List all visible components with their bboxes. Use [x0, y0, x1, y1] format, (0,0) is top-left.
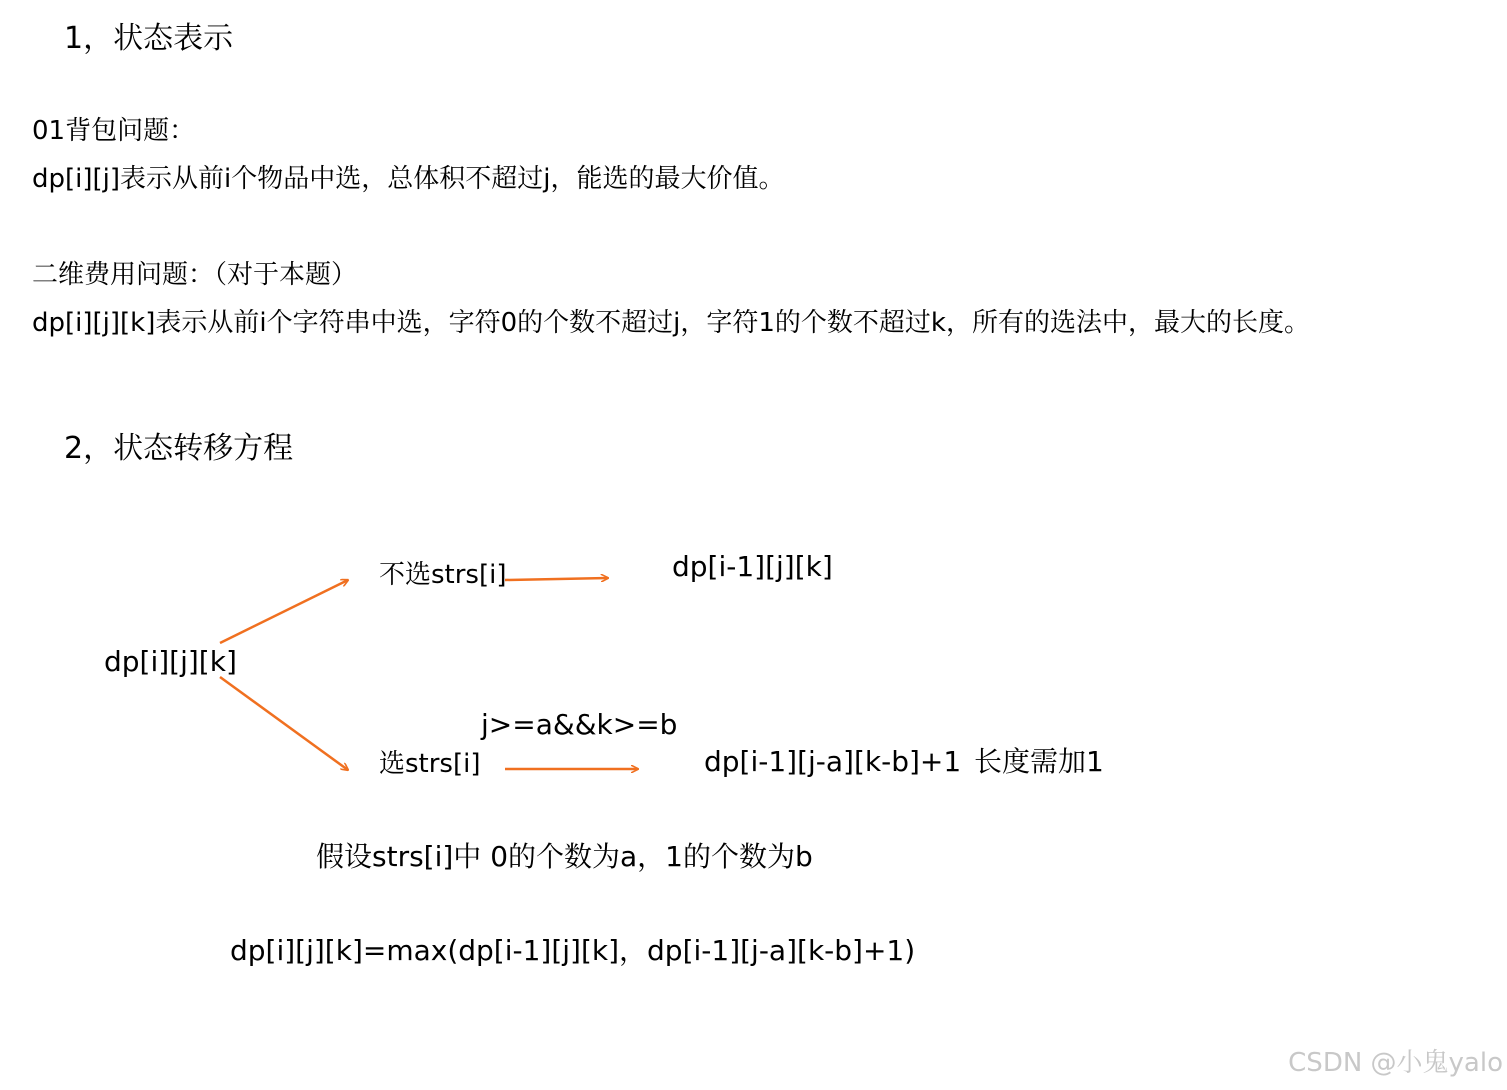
section2-heading: 2，状态转移方程 [64, 431, 294, 466]
transition-equation: dp[i][j][k]=max(dp[i-1][j][k]，dp[i-1][j-a][k-b]+1) [230, 934, 916, 967]
take-label: 选strs[i] [379, 749, 481, 779]
arrow-to-skip [220, 580, 348, 643]
assumption-text: 假设strs[i]中 0的个数为a，1的个数为b [316, 840, 813, 873]
twod-cost-description: dp[i][j][k]表示从前i个字符串中选，字符0的个数不超过j，字符1的个数不超过k，所有的选法中，最大的长度。 [32, 308, 1310, 338]
arrow-skip-to-result [505, 578, 608, 580]
take-condition: j>=a&&k>=b [481, 708, 678, 741]
knapsack-description: dp[i][j]表示从前i个物品中选，总体积不超过j，能选的最大价值。 [32, 164, 785, 194]
take-result: dp[i-1][j-a][k-b]+1 [704, 745, 962, 778]
source-state: dp[i][j][k] [104, 645, 237, 678]
section1-heading: 1，状态表示 [64, 21, 234, 56]
arrow-to-take [220, 677, 348, 770]
twod-cost-title: 二维费用问题：（对于本题） [32, 260, 358, 290]
skip-label: 不选strs[i] [379, 560, 507, 590]
skip-result: dp[i-1][j][k] [672, 550, 833, 583]
take-note: 长度需加1 [974, 745, 1104, 778]
watermark: CSDN @小鬼yalo [1288, 1048, 1503, 1078]
knapsack-title: 01背包问题： [32, 116, 196, 146]
